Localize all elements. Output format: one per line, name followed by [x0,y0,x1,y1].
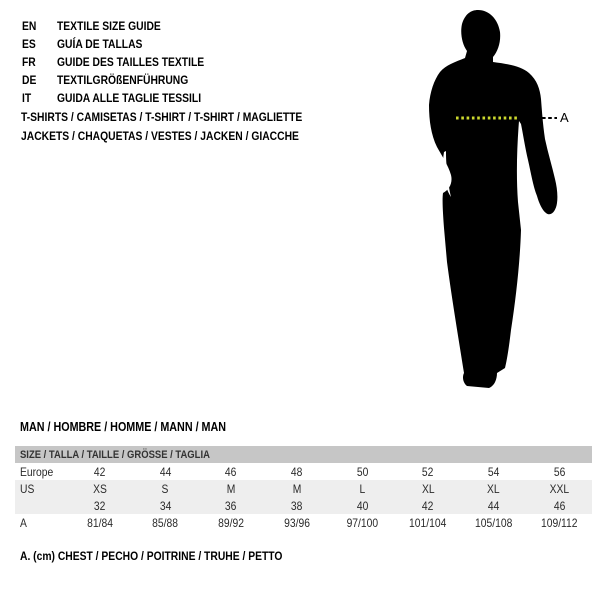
size-cell: XL [421,481,435,496]
size-cell: XS [92,481,107,496]
size-cell: 32 [94,498,106,513]
table-row-alt-size [15,497,592,514]
category-tshirts: T-SHIRTS / CAMISETAS / T-SHIRT / T-SHIRT / MAGLIETTE [21,110,303,124]
size-cell: 46 [553,498,565,513]
size-cell: 54 [487,464,500,479]
size-cell: S [161,481,169,496]
size-cell: 46 [225,464,237,479]
language-code: EN [22,19,37,33]
language-code: IT [22,91,32,105]
table-row-chest-cm [15,514,592,531]
size-cell: 81/84 [86,515,113,530]
table-row-europe [15,463,592,480]
row-label: A [20,515,27,530]
size-cell: 101/104 [409,515,447,530]
size-cell: 48 [290,464,303,479]
size-cell: 109/112 [540,515,578,530]
size-cell: 52 [422,464,434,479]
size-table [15,446,592,531]
language-code: FR [22,55,36,69]
size-cell: 93/96 [283,515,310,530]
size-cell: M [292,481,301,496]
measurement-footnote [20,549,325,563]
size-cell: 89/92 [218,515,244,530]
size-cell: 97/100 [346,515,379,530]
table-row-us [15,480,592,497]
size-cell: 56 [553,464,565,479]
size-cell: 44 [159,464,172,479]
language-title: TEXTILGRÖßENFÜHRUNG [57,73,189,87]
size-cell: 44 [487,498,500,513]
size-cell: 34 [159,498,172,513]
row-label: US [20,481,35,496]
size-table-header [15,446,592,463]
measurement-footnote-text: A. (cm) CHEST / PECHO / POITRINE / TRUHE / PETTO [20,549,283,563]
size-cell: L [359,481,366,496]
size-cell: 42 [422,498,434,513]
language-title: GUIDA ALLE TAGLIE TESSILI [57,91,202,105]
size-cell: XL [487,481,500,496]
language-title: GUIDE DES TAILLES TEXTILE [57,55,205,69]
section-title-text: MAN / HOMBRE / HOMME / MANN / MAN [20,420,227,434]
size-table-header-text: SIZE / TALLA / TAILLE / GRÖSSE / TAGLIA [20,448,210,461]
size-cell: 42 [94,464,106,479]
man-silhouette [429,10,557,388]
language-code: ES [22,37,36,51]
size-cell: M [226,481,236,496]
size-cell: 50 [356,464,369,479]
size-cell: XXL [549,481,569,496]
size-cell: 36 [225,498,237,513]
language-title: GUÍA DE TALLAS [57,37,143,51]
size-cell: 40 [356,498,369,513]
row-label: Europe [20,464,54,479]
measure-label-a: A [560,110,569,125]
language-title: TEXTILE SIZE GUIDE [57,19,161,33]
language-code: DE [22,73,37,87]
category-jackets: JACKETS / CHAQUETAS / VESTES / JACKEN / GIACCHE [21,128,299,143]
section-title-man [20,420,260,434]
size-cell: 85/88 [152,515,179,530]
size-cell: 38 [290,498,303,513]
size-cell: 105/108 [474,515,513,530]
